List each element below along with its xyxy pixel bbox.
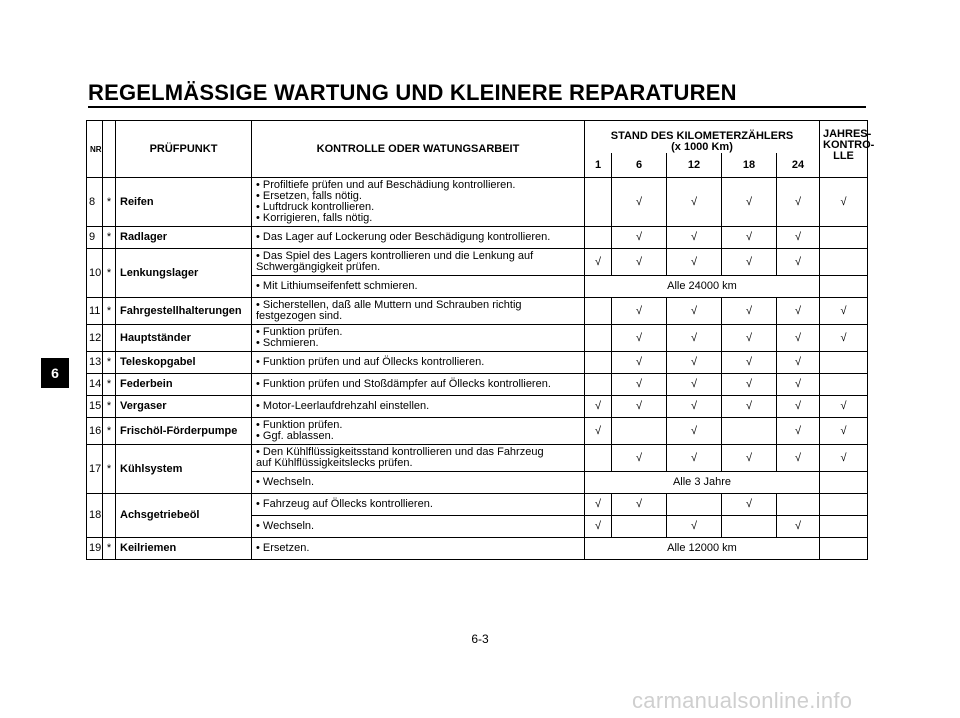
header-jahres-line2: KONTRO-	[823, 139, 875, 151]
mark-cell	[777, 494, 820, 516]
description-line: • Korrigieren, falls nötig.	[256, 212, 373, 224]
mark-cell	[820, 352, 868, 374]
row-star: *	[103, 396, 116, 418]
watermark: carmanualsonline.info	[632, 688, 853, 713]
table-row	[87, 418, 868, 445]
mark-cell	[585, 374, 612, 396]
check-mark: √	[667, 298, 722, 325]
header-kilometerstand-line1: STAND DES KILOMETERZÄHLERS	[610, 130, 794, 142]
row-number: 18	[87, 494, 103, 538]
row-star: *	[103, 418, 116, 445]
row-star: *	[103, 249, 116, 298]
header-jahres-line3: LLE	[833, 150, 854, 162]
description-line: • Fahrzeug auf Öllecks kontrollieren.	[256, 498, 433, 510]
check-mark: √	[612, 227, 667, 249]
check-mark: √	[722, 352, 777, 374]
row-number: 13	[87, 352, 103, 374]
check-mark: √	[777, 249, 820, 276]
mark-cell	[820, 374, 868, 396]
mark-cell	[820, 538, 868, 560]
description-line: • Profiltiefe prüfen und auf Beschädiung kontrollieren.	[256, 179, 516, 191]
mark-cell	[722, 418, 777, 445]
check-mark: √	[585, 396, 612, 418]
description-line: Schwergängigkeit prüfen.	[256, 261, 381, 273]
description-line: • Ggf. ablassen.	[256, 430, 334, 442]
row-number: 11	[87, 298, 103, 325]
check-mark: √	[777, 298, 820, 325]
row-name: Federbein	[116, 374, 252, 396]
check-mark: √	[722, 374, 777, 396]
row-star: *	[103, 445, 116, 494]
maintenance-table	[86, 120, 875, 560]
header-km-12: 12	[667, 153, 722, 178]
check-mark: √	[820, 445, 868, 472]
table-row	[87, 352, 868, 374]
table-body	[87, 178, 868, 560]
check-mark: √	[820, 325, 868, 352]
check-mark: √	[777, 325, 820, 352]
description-line: auf Kühlflüssigkeitslecks prüfen.	[256, 457, 413, 469]
mark-cell	[820, 472, 868, 494]
mark-cell	[585, 445, 612, 472]
row-description	[252, 276, 585, 298]
mark-cell	[820, 276, 868, 298]
check-mark: √	[667, 445, 722, 472]
check-mark: √	[667, 178, 722, 227]
row-number: 8	[87, 178, 103, 227]
row-description	[252, 374, 585, 396]
row-name: Vergaser	[116, 396, 252, 418]
row-description	[252, 516, 585, 538]
check-mark: √	[667, 418, 722, 445]
description-line: • Ersetzen, falls nötig.	[256, 190, 362, 202]
table-row	[87, 396, 868, 418]
interval-text: Alle 12000 km	[585, 538, 820, 560]
header-km-6: 6	[612, 153, 667, 178]
check-mark: √	[585, 516, 612, 538]
header-kontrolle: KONTROLLE ODER WATUNGSARBEIT	[252, 121, 585, 178]
description-line: • Wechseln.	[256, 476, 315, 488]
mark-cell	[820, 516, 868, 538]
row-star: *	[103, 374, 116, 396]
row-number: 14	[87, 374, 103, 396]
mark-cell	[585, 298, 612, 325]
check-mark: √	[722, 227, 777, 249]
check-mark: √	[585, 249, 612, 276]
row-number: 9	[87, 227, 103, 249]
row-number: 12	[87, 325, 103, 352]
page-number: 6-3	[471, 632, 489, 646]
check-mark: √	[722, 178, 777, 227]
check-mark: √	[777, 178, 820, 227]
row-name: Kühlsystem	[116, 445, 252, 494]
description-line: • Schmieren.	[256, 337, 319, 349]
description-line: • Wechseln.	[256, 520, 315, 532]
header-km-24: 24	[777, 153, 820, 178]
row-star	[103, 325, 116, 352]
check-mark: √	[585, 494, 612, 516]
description-line: • Funktion prüfen.	[256, 419, 343, 431]
row-number: 17	[87, 445, 103, 494]
check-mark: √	[667, 352, 722, 374]
header-jahres-line1: JAHRES-	[823, 128, 872, 140]
table-row	[87, 445, 868, 472]
check-mark: √	[612, 325, 667, 352]
row-name: Teleskopgabel	[116, 352, 252, 374]
row-star: *	[103, 298, 116, 325]
check-mark: √	[777, 374, 820, 396]
check-mark: √	[612, 396, 667, 418]
row-number: 10	[87, 249, 103, 298]
check-mark: √	[667, 325, 722, 352]
table-row	[87, 298, 868, 325]
header-kilometerstand	[585, 121, 820, 154]
header-nr: NR	[87, 121, 103, 178]
row-name: Keilriemen	[116, 538, 252, 560]
mark-cell	[667, 494, 722, 516]
check-mark: √	[722, 249, 777, 276]
table-row	[87, 325, 868, 352]
description-line: • Ersetzen.	[256, 542, 310, 554]
check-mark: √	[722, 298, 777, 325]
row-description	[252, 396, 585, 418]
check-mark: √	[612, 298, 667, 325]
description-line: • Motor-Leerlaufdrehzahl einstellen.	[256, 400, 430, 412]
check-mark: √	[777, 516, 820, 538]
row-name: Reifen	[116, 178, 252, 227]
row-name: Frischöl-Förderpumpe	[116, 418, 252, 445]
table-row	[87, 249, 868, 276]
mark-cell	[820, 249, 868, 276]
check-mark: √	[612, 178, 667, 227]
check-mark: √	[820, 396, 868, 418]
description-line: festgezogen sind.	[256, 310, 343, 322]
check-mark: √	[777, 396, 820, 418]
header-pruefpunkt: PRÜFPUNKT	[116, 121, 252, 178]
description-line: • Funktion prüfen und Stoßdämpfer auf Öllecks kontrollieren.	[256, 378, 551, 390]
header-kilometerstand-line2: (x 1000 Km)	[671, 141, 733, 153]
check-mark: √	[667, 396, 722, 418]
interval-text: Alle 24000 km	[585, 276, 820, 298]
check-mark: √	[820, 418, 868, 445]
description-line: • Das Lager auf Lockerung oder Beschädigung kontrollieren.	[256, 231, 551, 243]
row-name: Achsgetriebeöl	[116, 494, 252, 538]
row-description	[252, 178, 585, 227]
check-mark: √	[722, 325, 777, 352]
mark-cell	[820, 227, 868, 249]
description-line: • Mit Lithiumseifenfett schmieren.	[256, 280, 418, 292]
check-mark: √	[722, 396, 777, 418]
row-star: *	[103, 538, 116, 560]
table-row	[87, 538, 868, 560]
mark-cell	[585, 325, 612, 352]
description-line: • Luftdruck kontrollieren.	[256, 201, 375, 213]
check-mark: √	[777, 445, 820, 472]
check-mark: √	[612, 352, 667, 374]
row-star	[103, 494, 116, 538]
row-name: Hauptständer	[116, 325, 252, 352]
chapter-tab: 6	[41, 358, 69, 388]
check-mark: √	[777, 227, 820, 249]
check-mark: √	[820, 178, 868, 227]
table-row	[87, 227, 868, 249]
mark-cell	[820, 494, 868, 516]
row-name: Lenkungslager	[116, 249, 252, 298]
row-number: 16	[87, 418, 103, 445]
mark-cell	[722, 516, 777, 538]
description-line: • Das Spiel des Lagers kontrollieren und die Lenkung auf	[256, 250, 534, 262]
description-line: • Den Kühlflüssigkeitsstand kontrollieren und das Fahrzeug	[256, 446, 544, 458]
check-mark: √	[667, 374, 722, 396]
mark-cell	[585, 227, 612, 249]
check-mark: √	[612, 249, 667, 276]
row-description	[252, 249, 585, 276]
header-star	[103, 121, 116, 178]
row-star: *	[103, 178, 116, 227]
check-mark: √	[612, 445, 667, 472]
table-row	[87, 494, 868, 516]
check-mark: √	[667, 249, 722, 276]
check-mark: √	[612, 374, 667, 396]
row-number: 19	[87, 538, 103, 560]
check-mark: √	[777, 418, 820, 445]
mark-cell	[612, 516, 667, 538]
check-mark: √	[667, 227, 722, 249]
row-description	[252, 352, 585, 374]
row-description	[252, 298, 585, 325]
check-mark: √	[722, 445, 777, 472]
description-line: • Funktion prüfen.	[256, 326, 343, 338]
row-description	[252, 494, 585, 516]
row-name: Radlager	[116, 227, 252, 249]
row-star: *	[103, 227, 116, 249]
row-number: 15	[87, 396, 103, 418]
row-description	[252, 472, 585, 494]
interval-text: Alle 3 Jahre	[585, 472, 820, 494]
row-description	[252, 445, 585, 472]
row-description	[252, 227, 585, 249]
row-description	[252, 325, 585, 352]
title-rule	[88, 106, 866, 108]
check-mark: √	[777, 352, 820, 374]
row-name: Fahrgestellhalterungen	[116, 298, 252, 325]
row-star: *	[103, 352, 116, 374]
description-line: • Funktion prüfen und auf Öllecks kontrollieren.	[256, 356, 485, 368]
mark-cell	[585, 352, 612, 374]
row-description	[252, 418, 585, 445]
row-description	[252, 538, 585, 560]
check-mark: √	[820, 298, 868, 325]
header-km-18: 18	[722, 153, 777, 178]
check-mark: √	[585, 418, 612, 445]
header-km-1: 1	[585, 153, 612, 178]
check-mark: √	[667, 516, 722, 538]
mark-cell	[585, 178, 612, 227]
mark-cell	[612, 418, 667, 445]
table-row	[87, 178, 868, 227]
check-mark: √	[722, 494, 777, 516]
table-row	[87, 374, 868, 396]
description-line: • Sicherstellen, daß alle Muttern und Schrauben richtig	[256, 299, 522, 311]
page-title: REGELMÄSSIGE WARTUNG UND KLEINERE REPARATUREN	[88, 80, 737, 105]
header-jahreskontrolle	[820, 121, 875, 178]
check-mark: √	[612, 494, 667, 516]
